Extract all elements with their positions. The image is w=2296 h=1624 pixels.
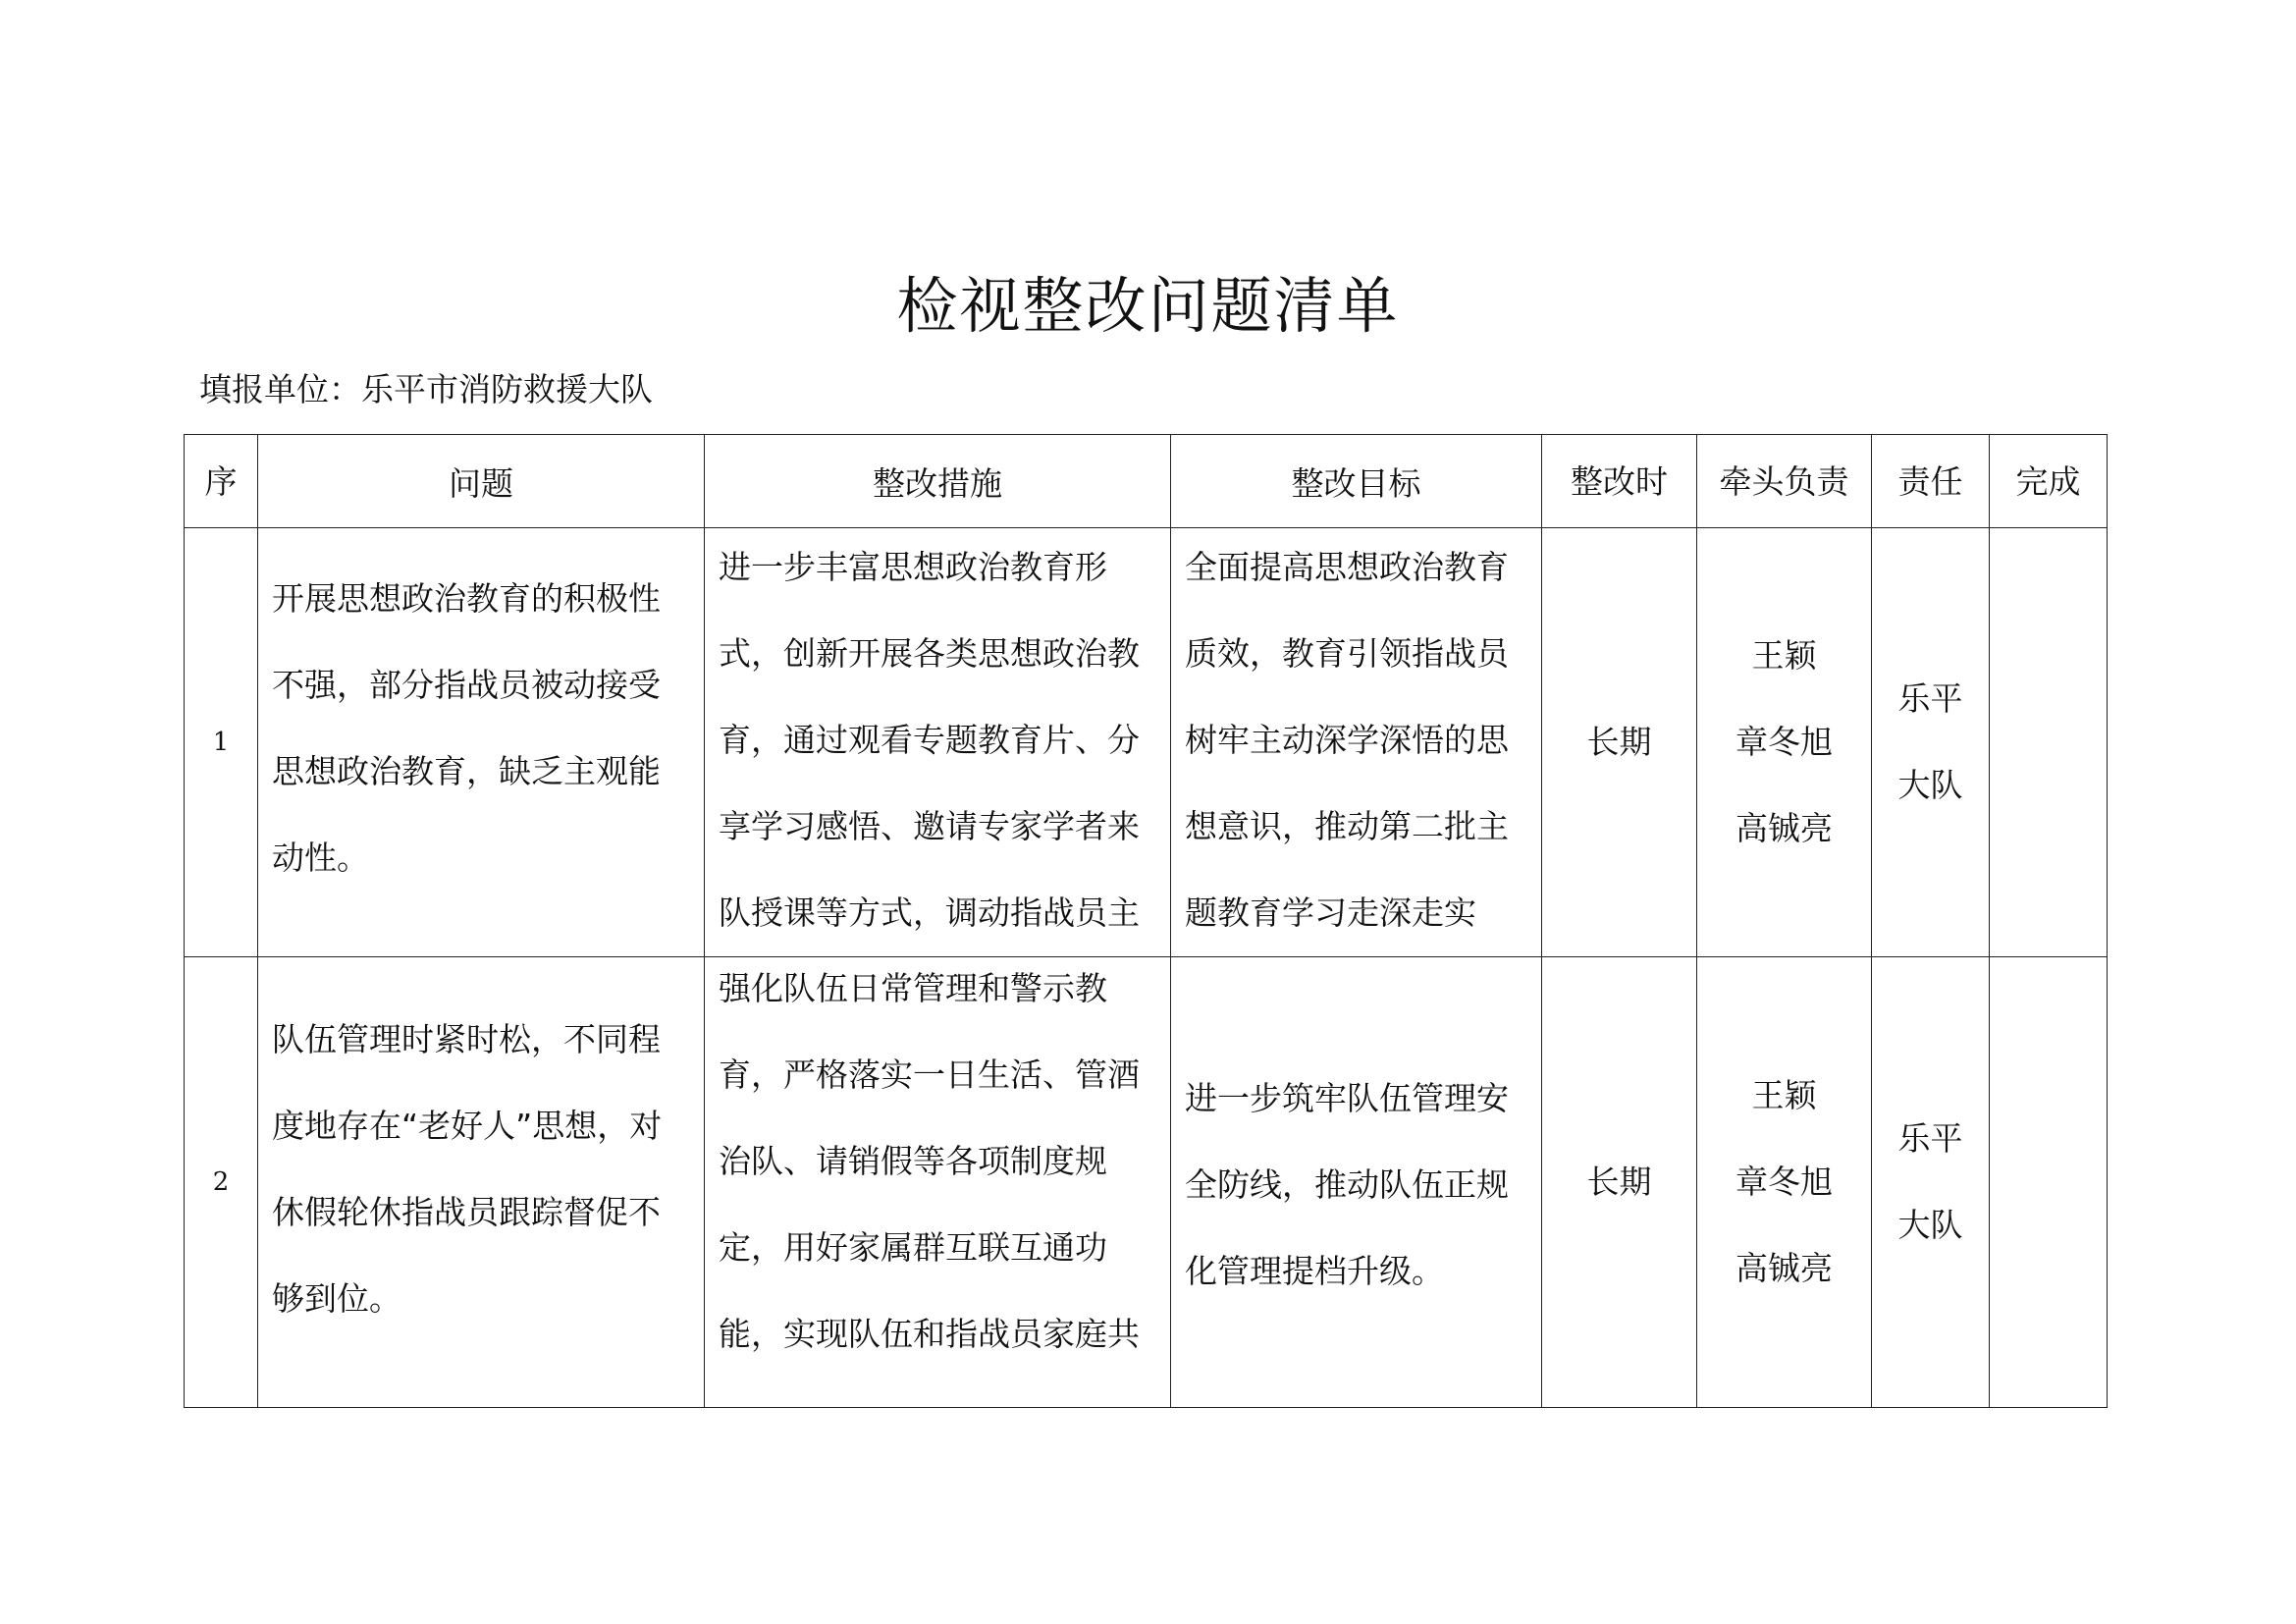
page-title: 检视整改问题清单 <box>896 270 1400 342</box>
row-leader-cell <box>1697 957 1872 1408</box>
row-target: 进一步筑牢队伍管理安全防线，推动队伍正规化管理提档升级。 <box>1185 1079 1509 1290</box>
leader-name: 王颖 <box>1751 636 1817 675</box>
row-issue: 开展思想政治教育的积极性不强，部分指战员被动接受思想政治教育，缺乏主观能动性。 <box>272 579 661 877</box>
row-deadline: 长期 <box>1586 1163 1652 1201</box>
row-target: 全面提高思想政治教育质效，教育引领指战员树牢主动深学深悟的思想意识，推动第二批主题教育学习走深走实 <box>1185 548 1509 932</box>
row-seq: 1 <box>185 528 258 957</box>
header-issue: 问题 <box>258 435 705 528</box>
responsible-line: 大队 <box>1897 766 1963 804</box>
row-issue: 队伍管理时紧时松，不同程度地存在“老好人”思想，对休假轮休指战员跟踪督促不够到位。 <box>272 1020 663 1318</box>
responsible-line: 乐平 <box>1897 679 1963 718</box>
row-deadline: 长期 <box>1586 723 1652 761</box>
row-responsible-cell <box>1872 957 1990 1408</box>
header-deadline: 整改时 <box>1542 435 1697 528</box>
header-seq: 序 <box>185 435 258 528</box>
table-row <box>185 957 2108 1408</box>
row-issue-cell <box>258 957 705 1408</box>
header-responsible: 责任 <box>1872 435 1990 528</box>
row-seq: 2 <box>185 957 258 1408</box>
row-measure-cell <box>705 528 1171 957</box>
header-leader: 牵头负责 <box>1697 435 1872 528</box>
responsible-line: 大队 <box>1897 1206 1963 1244</box>
row-done-cell <box>1990 528 2108 957</box>
header-done: 完成 <box>1990 435 2108 528</box>
leader-name: 王颖 <box>1751 1076 1817 1114</box>
responsible-line: 乐平 <box>1897 1119 1963 1158</box>
table-header-row <box>185 435 2108 528</box>
leader-name: 章冬旭 <box>1735 723 1833 761</box>
row-responsible-cell <box>1872 528 1990 957</box>
reporting-unit: 填报单位：乐平市消防救援大队 <box>199 370 653 408</box>
leader-name: 高铖亮 <box>1735 1249 1833 1287</box>
issue-table <box>184 434 2108 1408</box>
row-leader-cell <box>1697 528 1872 957</box>
row-target-cell <box>1171 528 1542 957</box>
row-issue-cell <box>258 528 705 957</box>
row-measure-cell <box>705 957 1171 1408</box>
row-target-cell <box>1171 957 1542 1408</box>
header-target: 整改目标 <box>1171 435 1542 528</box>
row-done-cell <box>1990 957 2108 1408</box>
leader-name: 章冬旭 <box>1735 1163 1833 1201</box>
leader-name: 高铖亮 <box>1735 809 1833 847</box>
row-measure: 进一步丰富思想政治教育形式，创新开展各类思想政治教育，通过观看专题教育片、分享学习感悟、邀请专家学者来队授课等方式，调动指战员主 <box>719 548 1140 932</box>
row-measure: 强化队伍日常管理和警示教育，严格落实一日生活、管酒治队、请销假等各项制度规定，用好家属群互联互通功能，实现队伍和指战员家庭共 <box>719 969 1140 1353</box>
row-deadline-cell <box>1542 528 1697 957</box>
header-measure: 整改措施 <box>705 435 1171 528</box>
row-deadline-cell <box>1542 957 1697 1408</box>
table-row <box>185 528 2108 957</box>
